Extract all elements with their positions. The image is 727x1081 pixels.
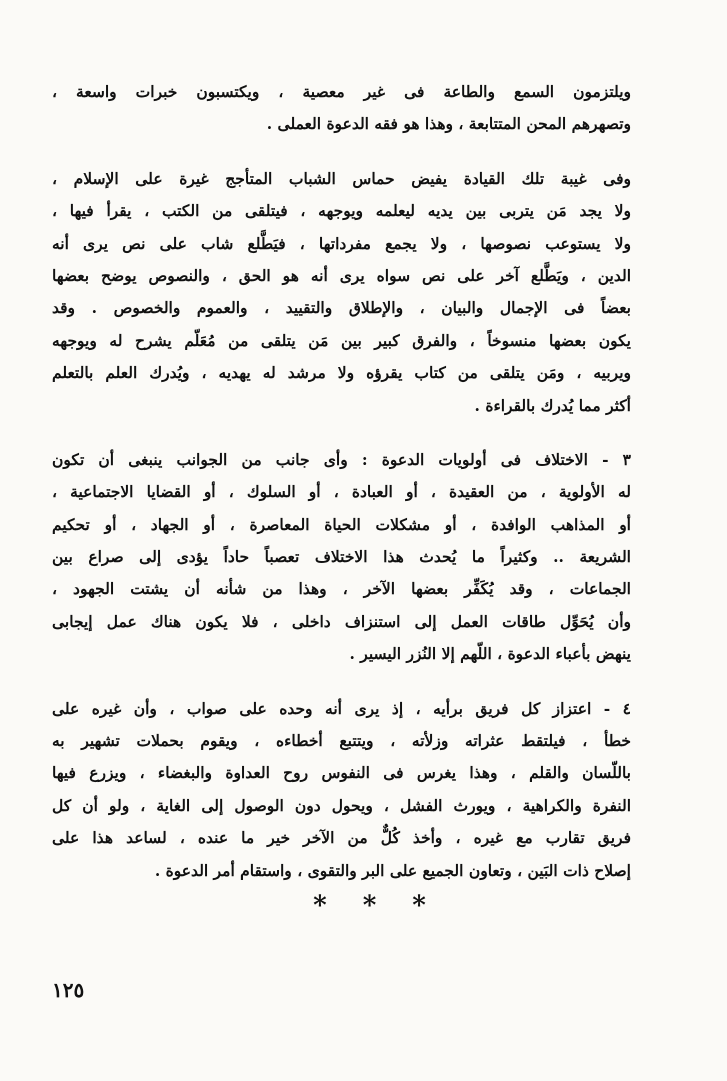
text-line: إصلاح ذات البَين ، وتعاون الجميع على البر والتقوى ، واستقام أمر الدعوة . (154, 860, 631, 880)
text-line: وفى غيبة تلك القيادة يفيض حماس الشباب المتأجج غيرة على الإسلام ، (52, 168, 631, 188)
paragraph-gap (52, 141, 631, 163)
separator-star: * (362, 890, 377, 921)
text-line: ولا يجد مَن يتربى بين يديه ليعلمه ويوجهه ، فيتلقى من الكتب ، يقرأ فيها ، (52, 201, 631, 221)
text-line: ٣ - الاختلاف فى أولويات الدعوة : وأى جانب من الجوانب ينبغى أن تكون (52, 449, 631, 469)
paragraph (52, 693, 631, 887)
text-line: الجماعات ، وقد يُكَفِّر بعضها الآخر ، وهذا من شأنه أن يشتت الجهود ، (52, 579, 631, 599)
paragraph (52, 444, 631, 671)
paragraph (52, 76, 631, 141)
text-line: أو المذاهب الوافدة ، أو مشكلات الحياة المعاصرة ، أو الجهاد ، أو تحكيم (52, 514, 631, 534)
text-line: النفرة والكراهية ، ويورث الفشل ، ويحول دون الوصول إلى الغاية ، ولو أن كل (52, 795, 631, 815)
paragraph (52, 163, 631, 422)
paragraph-gap (52, 671, 631, 693)
text-line: بعضاً فى الإجمال والبيان ، والإطلاق والتقييد ، والعموم والخصوص . وقد (52, 298, 631, 318)
text-line: خطأ ، فيلتقط عثراته وزلأته ، ويتتبع أخطاءه ، ويقوم بحملات تشهير به (52, 731, 631, 751)
text-line: ويربيه ، ومَن يتلقى من كتاب يقرؤه ولا مرشد له يهديه ، ويُدرك العلم بالتعلم (52, 363, 631, 383)
text-line: ينهض بأعباء الدعوة ، اللّهم إلا النُزر اليسير . (349, 644, 631, 664)
text-line: وتصهرهم المحن المتتابعة ، وهذا هو فقه الدعوة العملى . (266, 114, 631, 134)
text-line: له الأولوية ، من العقيدة ، أو العبادة ، أو السلوك ، أو القضايا الاجتماعية ، (52, 482, 631, 502)
text-line: أكثر مما يُدرك بالقراءة . (474, 395, 631, 415)
text-line: وأن يُحَوِّل طاقات العمل إلى استنزاف داخلى ، فلا يكون هناك عمل إيجابى (52, 611, 631, 631)
text-line: باللّسان والقلم ، وهذا يغرس فى النفوس روح العداوة والبغضاء ، ويزرع فيها (52, 763, 631, 783)
separator-star: * (412, 890, 426, 921)
text-line: ٤ - اعتزاز كل فريق برأيه ، إذ يرى أنه وحده على صواب ، وأن غيره على (52, 698, 631, 718)
section-separator (52, 891, 631, 921)
text-line: ويلتزمون السمع والطاعة فى غير معصية ، ويكتسبون خبرات واسعة ، (52, 82, 631, 101)
text-line: الشريعة .. وكثيراً ما يُحدث هذا الاختلاف تعصباً حاداً يؤدى إلى صراع بين (52, 547, 631, 567)
paragraph-gap (52, 422, 631, 444)
separator-star: * (313, 890, 327, 921)
page-body (52, 76, 631, 887)
text-line: فريق تقارب مع غيره ، وأخذ كُلٌّ من الآخر خير ما عنده ، لساعد هذا على (52, 828, 631, 848)
text-line: ولا يستوعب نصوصها ، ولا يجمع مفرداتها ، فيَطَّلع شاب على نص يرى أنه (52, 233, 631, 253)
text-line: يكون بعضها منسوخاً ، والفرق كبير بين مَن يتلقى من مُعَلّم يشرح له ويوجهه (52, 330, 631, 350)
text-line: الدين ، ويَطَّلع آخر على نص سواه يرى أنه هو الحق ، والنصوص يوضح بعضها (52, 265, 631, 285)
page-number: ١٢٥ (52, 978, 85, 1002)
